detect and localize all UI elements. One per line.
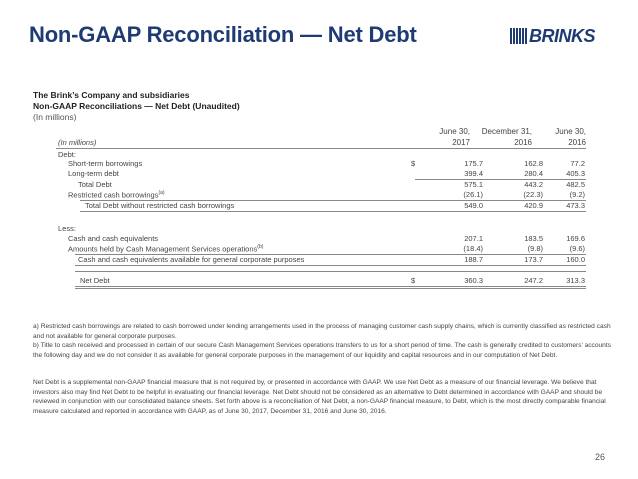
total-rule <box>80 211 586 212</box>
cell-v3: 405.3 <box>566 169 585 178</box>
cell-v2: 247.2 <box>524 276 543 285</box>
row-label: Total Debt without restricted cash borrowings <box>85 201 235 210</box>
footnote-b: b) Title to cash received and processed in certain of our secure Cash Management Services operations transfers to us for a short period of time. The cash is generally credited to customers’ accounts the following day and we do not consider it as available for general corporate purposes in the management of our liquidity and capital resources and in our computation of Net Debt. <box>33 342 611 359</box>
row-label: Long-term debt <box>68 169 119 178</box>
col1-header-line2: 2017 <box>452 138 470 147</box>
cell-v2: 162.8 <box>524 159 543 168</box>
row-label: Amounts held by Cash Management Services operations$^{(b)}$ <box>68 244 264 254</box>
row-label: Restricted cash borrowings$^{(a)}$ <box>68 190 165 200</box>
cell-v3: 482.5 <box>566 180 585 189</box>
logo-text: BRINKS <box>529 25 596 46</box>
cell-v3: (9.2) <box>569 190 585 199</box>
col2-header-line2: 2016 <box>514 138 532 147</box>
cell-v3: 77.2 <box>570 159 585 168</box>
company-name: The Brink’s Company and subsidiaries <box>33 90 190 100</box>
cell-v1: 549.0 <box>464 201 483 210</box>
cell-v3: 169.6 <box>566 234 585 243</box>
cell-v1: 360.3 <box>464 276 483 285</box>
net-debt-label: Net Debt <box>80 276 110 285</box>
row-label: Cash and cash equivalents available for general corporate purposes <box>78 255 305 264</box>
debt-label: Debt: <box>58 150 76 159</box>
total-rule <box>75 271 586 272</box>
cell-v1: 175.7 <box>464 159 483 168</box>
cell-v1: 188.7 <box>464 255 483 264</box>
cell-v2: 280.4 <box>524 169 543 178</box>
net-debt-rule <box>75 288 586 289</box>
units-label: (In millions) <box>58 138 97 147</box>
cell-v3: 313.3 <box>566 276 585 285</box>
cell-v1: 399.4 <box>464 169 483 178</box>
total-rule <box>75 265 586 266</box>
col3-header-line2: 2016 <box>568 138 586 147</box>
cell-v2: (22.3) <box>523 190 543 199</box>
less-label: Less: <box>58 224 76 233</box>
net-debt-rule <box>75 286 586 287</box>
cell-v1: 575.1 <box>464 180 483 189</box>
cell-v1: (18.4) <box>463 244 483 253</box>
row-label: Cash and cash equivalents <box>68 234 159 243</box>
row-label: Short-term borrowings <box>68 159 143 168</box>
dollar-sign: $ <box>411 159 416 168</box>
report-units: (In millions) <box>33 112 77 122</box>
cell-v3: (9.6) <box>569 244 585 253</box>
cell-v1: 207.1 <box>464 234 483 243</box>
report-title: Non-GAAP Reconciliations — Net Debt (Unaudited) <box>33 101 240 111</box>
header-rule <box>56 148 586 149</box>
page-number: 26 <box>595 452 606 462</box>
brinks-logo <box>510 27 595 45</box>
cell-v3: 473.3 <box>566 201 585 210</box>
cell-v2: 443.2 <box>524 180 543 189</box>
cell-v2: (9.8) <box>527 244 543 253</box>
cell-v2: 173.7 <box>524 255 543 264</box>
col2-header-line1: December 31, <box>481 127 532 136</box>
logo-bars-icon <box>510 28 527 44</box>
cell-v2: 183.5 <box>524 234 543 243</box>
net-debt-explanation: Net Debt is a supplemental non-GAAP financial measure that is not required by, or presented in accordance with GAAP. We use Net Debt as a measure of our financial leverage. We believe that investors also may find Net Debt to be helpful in evaluating our financial leverage. Net Debt should not be considered as an alternative to Debt determined in accordance with GAAP and should be reviewed in conjunction with our consolidated balance sheets. Set forth above is a reconciliation of Net Debt, a non-GAAP financial measure, to Debt, which is the most directly comparable financial measure calculated and reported in accordance with GAAP, as of June 30, 2017, December 31, 2016 and June 30, 2016. <box>33 379 606 415</box>
col1-header-line1: June 30, <box>439 127 470 136</box>
row-label: Total Debt <box>78 180 112 189</box>
cell-v2: 420.9 <box>524 201 543 210</box>
footnote-a: a) Restricted cash borrowings are related to cash borrowed under lending arrangements used in the process of managing customer cash supply chains, which is currently classified as restricted cash and not available for general corporate purposes. <box>33 323 611 340</box>
page-title: Non-GAAP Reconciliation — Net Debt <box>29 22 417 47</box>
col3-header-line1: June 30, <box>555 127 586 136</box>
cell-v1: (26.1) <box>463 190 483 199</box>
dollar-sign: $ <box>411 276 416 285</box>
cell-v3: 160.0 <box>566 255 585 264</box>
